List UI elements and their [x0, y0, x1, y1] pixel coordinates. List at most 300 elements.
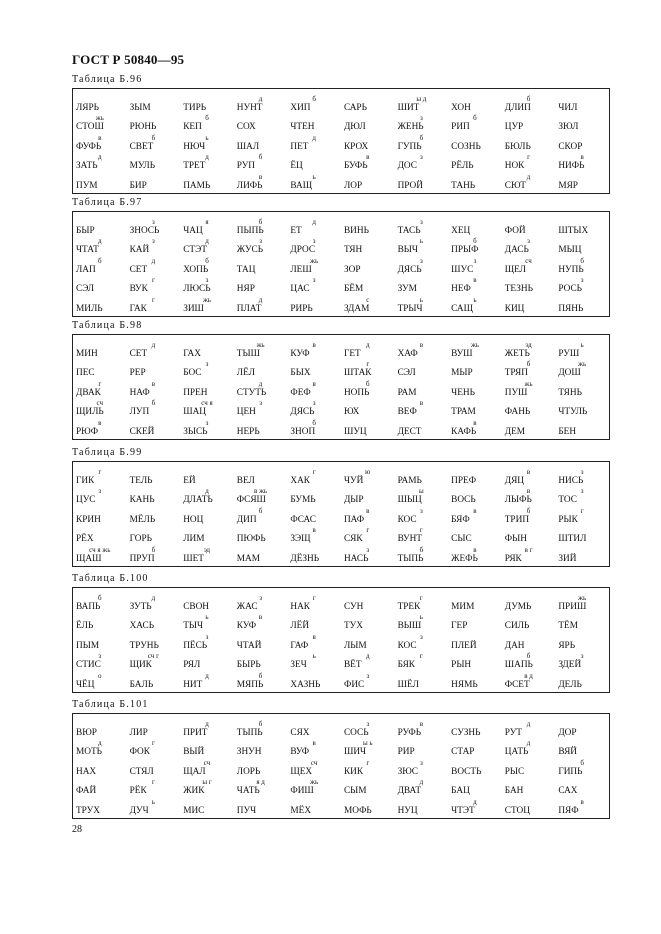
- table-row: [73, 544, 609, 564]
- word: МЯР: [558, 180, 578, 191]
- word: МИС: [183, 805, 205, 816]
- table-cell: [502, 360, 556, 379]
- table-cell: [234, 767, 288, 777]
- word: ТЁМ: [558, 621, 578, 632]
- word: КРОХ: [343, 141, 369, 152]
- word: ЛЕШ: [290, 264, 312, 275]
- table-cell: [127, 680, 181, 690]
- table-cell: [287, 304, 341, 314]
- word: НАК: [290, 601, 311, 612]
- word: ТАЦ: [236, 264, 256, 275]
- diacritic-mark: д: [312, 133, 316, 142]
- word: ФАЙ: [76, 786, 97, 797]
- word-table: [72, 447, 610, 567]
- table-cell: [73, 103, 127, 113]
- table-cell: [127, 161, 181, 171]
- table-caption: Таблица Б.98: [72, 320, 143, 331]
- table-cell: [234, 427, 288, 437]
- diacritic-mark: жь: [310, 778, 319, 787]
- table-cell: [555, 122, 609, 132]
- table-cell: [127, 593, 181, 612]
- table-cell: [448, 295, 502, 314]
- word: МОФЬ: [343, 805, 372, 816]
- table-cell: [287, 554, 341, 564]
- table-cell: [502, 142, 556, 152]
- table-cell: [127, 340, 181, 359]
- table-cell: [234, 806, 288, 816]
- diacritic-mark: б: [526, 506, 531, 515]
- word: ТРЯП: [504, 368, 528, 379]
- word: БЁМ: [343, 284, 364, 295]
- table-cell: [73, 181, 127, 191]
- diacritic-mark: з: [205, 418, 209, 427]
- word: ГУПЬ: [397, 141, 422, 152]
- word: ЧУЙ: [343, 475, 364, 486]
- table-cell: [395, 153, 449, 172]
- table-cell: [502, 340, 556, 359]
- word: НИТ: [183, 679, 203, 690]
- word: ЛОРЬ: [236, 766, 261, 777]
- table-cell: [502, 487, 556, 506]
- table-cell: [555, 181, 609, 191]
- word: ВУК: [129, 284, 148, 295]
- diacritic-mark: з: [366, 545, 370, 554]
- word: МИЛЬ: [76, 303, 103, 314]
- diacritic-mark: в: [419, 399, 424, 408]
- table-cell: [448, 237, 502, 256]
- table-cell: [127, 739, 181, 758]
- diacritic-mark: б: [98, 593, 102, 602]
- word: ГЕТ: [343, 348, 361, 359]
- word: ПРУП: [129, 553, 155, 564]
- table-cell: [448, 797, 502, 816]
- diacritic-mark: г: [151, 778, 155, 787]
- word: ХАК: [290, 475, 311, 486]
- word: СОХ: [236, 122, 256, 133]
- word: БОС: [183, 368, 202, 379]
- table-cell: [448, 767, 502, 777]
- diacritic-mark: в: [312, 526, 316, 535]
- table-cell: [395, 680, 449, 690]
- word: БУФЬ: [343, 161, 368, 172]
- diacritic-mark: з: [419, 758, 423, 767]
- table-cell: [341, 719, 395, 738]
- table-cell: [341, 340, 395, 359]
- diacritic-mark: жь: [256, 340, 265, 349]
- word: ГИК: [76, 475, 95, 486]
- diacritic-mark: в: [312, 739, 316, 748]
- word: ЛЁЙ: [290, 621, 310, 632]
- diacritic-mark: в: [312, 340, 316, 349]
- diacritic-mark: жь: [202, 295, 211, 304]
- word: БЯК: [397, 660, 415, 671]
- word: МЁХ: [290, 805, 312, 816]
- diacritic-mark: б: [580, 256, 584, 265]
- word: СЕТ: [129, 348, 148, 359]
- table-cell: [287, 172, 341, 191]
- table-cell: [180, 671, 234, 690]
- table-cell: [395, 284, 449, 294]
- table-row: [73, 378, 609, 398]
- word: РУП: [236, 161, 256, 172]
- table-cell: [448, 747, 502, 757]
- word: РИП: [451, 122, 470, 133]
- diacritic-mark: г: [366, 526, 370, 535]
- table-cell: [180, 103, 234, 113]
- table-cell: [287, 806, 341, 816]
- word: ХАЗНЬ: [290, 679, 321, 690]
- diacritic-mark: жь: [524, 379, 533, 388]
- word: ФЫН: [504, 534, 527, 545]
- table-cell: [234, 122, 288, 132]
- table-row: [73, 152, 609, 172]
- diacritic-mark: ь: [312, 652, 316, 661]
- word: ЛЁЛ: [236, 368, 256, 379]
- diacritic-mark: ь: [419, 295, 423, 304]
- word: ЧЁЦ: [76, 679, 95, 690]
- word: ВУФ: [290, 747, 310, 758]
- table-cell: [287, 217, 341, 236]
- word: КИК: [343, 766, 364, 777]
- word: ТАСЬ: [397, 225, 421, 236]
- diacritic-mark: в: [473, 276, 477, 285]
- word: НАФ: [129, 387, 150, 398]
- word: СТУТЬ: [236, 387, 267, 398]
- word: ХЕЦ: [451, 225, 471, 236]
- word: ЛЫМ: [343, 640, 367, 651]
- diacritic-mark: д: [205, 487, 209, 496]
- diacritic-mark: д: [365, 340, 370, 349]
- table-cell: [127, 256, 181, 275]
- word: РЯК: [504, 553, 522, 564]
- table-cell: [287, 340, 341, 359]
- word: ТИРЬ: [183, 102, 207, 113]
- diacritic-mark: б: [365, 379, 370, 388]
- word: ФУФЬ: [76, 141, 102, 152]
- table-cell: [448, 728, 502, 738]
- table-cell: [287, 652, 341, 671]
- table-cell: [448, 641, 502, 651]
- table-cell: [73, 467, 127, 486]
- table-cell: [287, 237, 341, 256]
- diacritic-mark: г: [312, 593, 316, 602]
- table-cell: [341, 360, 395, 379]
- word: ХОН: [451, 102, 471, 113]
- diacritic-mark: д: [258, 94, 263, 103]
- table-cell: [395, 652, 449, 671]
- word: ТЫПЬ: [236, 727, 263, 738]
- diacritic-mark: б: [151, 399, 156, 408]
- word: СКЕЙ: [129, 426, 155, 437]
- table-cell: [341, 641, 395, 651]
- table-row: [73, 216, 609, 236]
- table-cell: [502, 786, 556, 796]
- table-cell: [127, 652, 181, 671]
- word: ЖИК: [183, 786, 205, 797]
- word: БИР: [129, 180, 147, 191]
- word: ВАПЬ: [76, 601, 101, 612]
- table-cell: [395, 181, 449, 191]
- word: НУНТ: [236, 102, 263, 113]
- table-cell: [502, 256, 556, 275]
- diacritic-mark: д: [526, 739, 531, 748]
- word: ШУС: [451, 264, 474, 275]
- table-cell: [395, 427, 449, 437]
- table-cell: [234, 778, 288, 797]
- table-cell: [555, 256, 609, 275]
- word: МИН: [76, 348, 98, 359]
- word: ЗЮС: [397, 766, 418, 777]
- table-cell: [555, 153, 609, 172]
- table-cell: [448, 534, 502, 544]
- diacritic-mark: ь: [151, 797, 155, 806]
- word: ДУЧ: [129, 805, 149, 816]
- table-cell: [395, 778, 449, 797]
- word: ШТАК: [343, 368, 372, 379]
- diacritic-mark: с: [366, 295, 370, 304]
- table-cell: [555, 427, 609, 437]
- word: КУФ: [236, 621, 257, 632]
- table-cell: [73, 237, 127, 256]
- word: СКОР: [558, 141, 583, 152]
- word: БАЦ: [451, 786, 470, 797]
- diacritic-mark: сч г: [147, 652, 159, 661]
- word-table: [72, 320, 610, 440]
- word: ЧТЭТ: [451, 805, 475, 816]
- diacritic-mark: ы д: [416, 94, 427, 103]
- table-cell: [287, 593, 341, 612]
- word: ВОСЬ: [451, 495, 476, 506]
- table-cell: [395, 94, 449, 113]
- table-cell: [127, 515, 181, 525]
- table-cell: [234, 476, 288, 486]
- diacritic-mark: в: [98, 418, 102, 427]
- table-cell: [502, 284, 556, 294]
- table-cell: [341, 226, 395, 236]
- table-cell: [395, 114, 449, 133]
- word: ДВАК: [76, 387, 101, 398]
- table-cell: [341, 153, 395, 172]
- diacritic-mark: в д: [524, 671, 533, 680]
- table-cell: [341, 652, 395, 671]
- diacritic-mark: з: [259, 593, 262, 602]
- word: ФЕФ: [290, 387, 311, 398]
- diacritic-mark: в: [258, 172, 263, 181]
- word-table: [72, 699, 610, 819]
- word: ЗЮЛ: [558, 122, 579, 133]
- diacritic-mark: б: [151, 545, 156, 554]
- word: ФСАС: [290, 514, 316, 525]
- table-caption: Таблица Б.101: [72, 699, 149, 710]
- table-cell: [395, 237, 449, 256]
- diacritic-mark: д: [98, 237, 102, 246]
- word: РАМЬ: [397, 475, 422, 486]
- table-cell: [502, 719, 556, 738]
- diacritic-mark: д: [258, 379, 263, 388]
- word: ЁЛЬ: [76, 621, 94, 632]
- table-cell: [287, 379, 341, 398]
- word: ДЕМ: [504, 426, 526, 437]
- table-cell: [180, 418, 234, 437]
- table-cell: [234, 554, 288, 564]
- diacritic-mark: б: [258, 153, 263, 162]
- diacritic-mark: д: [98, 739, 102, 748]
- word: ЛИР: [129, 727, 148, 738]
- word: ВЯЙ: [558, 747, 577, 758]
- table-frame: [72, 713, 610, 819]
- word: ТРУХ: [76, 805, 100, 816]
- word: ПЮФЬ: [236, 534, 266, 545]
- table-cell: [395, 133, 449, 152]
- word: ЗЫМ: [129, 102, 151, 113]
- table-cell: [395, 719, 449, 738]
- word: САРЬ: [343, 102, 367, 113]
- diacritic-mark: б: [205, 114, 209, 123]
- table-cell: [127, 545, 181, 564]
- table-row: [73, 612, 609, 632]
- table-cell: [73, 641, 127, 651]
- diacritic-mark: г: [98, 467, 102, 476]
- word: ПЁСЬ: [183, 640, 208, 651]
- diacritic-mark: б: [98, 256, 102, 265]
- table-cell: [127, 379, 181, 398]
- table-cell: [395, 632, 449, 651]
- diacritic-mark: з: [527, 237, 530, 246]
- word: НИФЬ: [558, 161, 585, 172]
- table-row: [73, 275, 609, 295]
- table-cell: [555, 797, 609, 816]
- table-cell: [341, 758, 395, 777]
- table-row: [73, 757, 609, 777]
- word: ПАМЬ: [183, 180, 211, 191]
- diacritic-mark: жь: [310, 256, 319, 265]
- diacritic-mark: ы г: [202, 778, 212, 787]
- table-cell: [502, 621, 556, 631]
- word: ФСЕТ: [504, 679, 530, 690]
- word: ТРИП: [504, 514, 530, 525]
- word: ТРЕК: [397, 601, 421, 612]
- table-cell: [73, 256, 127, 275]
- word: ХАСЬ: [129, 621, 155, 632]
- diacritic-mark: д: [151, 340, 156, 349]
- table-cell: [341, 103, 395, 113]
- table-cell: [555, 340, 609, 359]
- word: ЧТЕН: [290, 122, 315, 133]
- table-cell: [341, 245, 395, 255]
- table-cell: [448, 368, 502, 378]
- table-cell: [448, 256, 502, 275]
- word: БАН: [504, 786, 524, 797]
- word: ВЮР: [76, 727, 97, 738]
- table-cell: [287, 632, 341, 651]
- word: ГЕР: [451, 621, 468, 632]
- table-cell: [73, 728, 127, 738]
- table-cell: [234, 379, 288, 398]
- diacritic-mark: ь: [205, 133, 209, 142]
- word: СУЗНЬ: [451, 727, 481, 738]
- table-cell: [287, 778, 341, 797]
- diacritic-mark: в: [473, 418, 477, 427]
- table-cell: [234, 671, 288, 690]
- table-cell: [395, 747, 449, 757]
- word: МИМ: [451, 601, 475, 612]
- word: ФИШ: [290, 786, 314, 797]
- word: БАЛЬ: [129, 679, 154, 690]
- table-cell: [287, 739, 341, 758]
- table-cell: [448, 680, 502, 690]
- table-cell: [395, 476, 449, 486]
- word: НЕФ: [451, 284, 471, 295]
- table-cell: [341, 739, 395, 758]
- table-cell: [180, 660, 234, 670]
- word: ГАФ: [290, 640, 309, 651]
- table-cell: [287, 758, 341, 777]
- word: РЯЛ: [183, 660, 201, 671]
- diacritic-mark: з: [419, 217, 423, 226]
- word: НУЦ: [397, 805, 418, 816]
- table-row: [73, 651, 609, 671]
- table-cell: [180, 534, 234, 544]
- word: РИРЬ: [290, 303, 313, 314]
- word: СТЯЛ: [129, 766, 154, 777]
- word: ШАЦ: [183, 407, 206, 418]
- table-cell: [127, 476, 181, 486]
- table-cell: [555, 276, 609, 295]
- word: БЫР: [76, 225, 95, 236]
- word: ЩИК: [129, 660, 152, 671]
- table-cell: [234, 747, 288, 757]
- table-cell: [73, 368, 127, 378]
- table-cell: [448, 340, 502, 359]
- table-cell: [341, 495, 395, 505]
- table-cell: [127, 778, 181, 797]
- table-cell: [180, 476, 234, 486]
- diacritic-mark: сч: [96, 399, 104, 408]
- diacritic-mark: б: [151, 133, 156, 142]
- word: КАНЬ: [129, 495, 155, 506]
- table-cell: [234, 340, 288, 359]
- word: ЖАС: [236, 601, 258, 612]
- word: ЦЕН: [236, 407, 256, 418]
- table-cell: [73, 621, 127, 631]
- diacritic-mark: б: [258, 671, 263, 680]
- word: ТАНЬ: [451, 180, 476, 191]
- word: ПЕС: [76, 368, 95, 379]
- diacritic-mark: д: [151, 256, 156, 265]
- diacritic-mark: в: [526, 487, 531, 496]
- table-row: [73, 718, 609, 738]
- word: ЛИФЬ: [236, 180, 263, 191]
- table-cell: [448, 621, 502, 631]
- diacritic-mark: з: [419, 256, 423, 265]
- word: ВАЩ: [290, 180, 313, 191]
- word: ДОР: [558, 727, 577, 738]
- diacritic-mark: д: [526, 172, 531, 181]
- table-cell: [502, 407, 556, 417]
- table-cell: [448, 226, 502, 236]
- word: ЗИЙ: [558, 553, 577, 564]
- word: ПУЧ: [236, 805, 257, 816]
- word: ДВАТ: [397, 786, 422, 797]
- word-table: [72, 74, 610, 194]
- word: ФАНЬ: [504, 407, 531, 418]
- diacritic-mark: д: [419, 778, 424, 787]
- diacritic-mark: д: [205, 671, 209, 680]
- word: МАМ: [236, 553, 261, 564]
- table-cell: [180, 758, 234, 777]
- table-cell: [448, 103, 502, 113]
- diacritic-mark: з: [419, 506, 423, 515]
